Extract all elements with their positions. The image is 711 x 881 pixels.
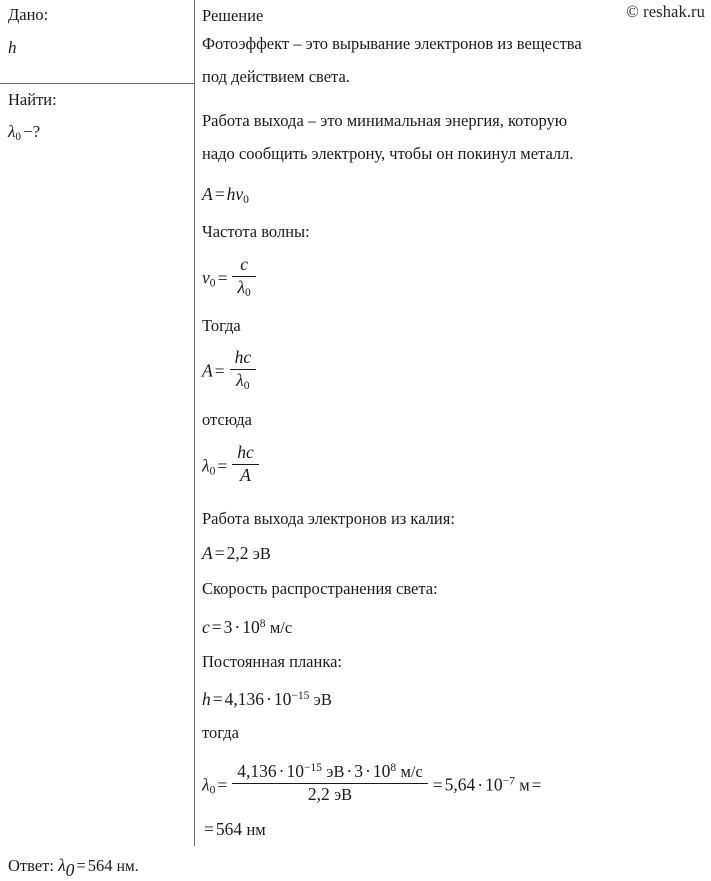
find-symbol: λ (8, 122, 16, 141)
multiplication-dot: · (365, 761, 371, 781)
label-workfunction-potassium: Работа выхода электронов из калия: (202, 509, 455, 528)
final-result-line (202, 818, 266, 841)
fraction-numerator: c (232, 255, 255, 277)
multiplication-dot: · (278, 761, 285, 781)
final-unit: нм (246, 820, 266, 839)
result-base: 10 (485, 774, 503, 795)
answer-symbol: λ (58, 855, 66, 875)
numerator-exponent-2: 8 (390, 762, 397, 775)
formula-lhs: A (202, 360, 213, 381)
result-unit: м (519, 775, 530, 795)
photoeffect-definition-line-1: Фотоэффект – это вырывание электронов из вещества (202, 34, 582, 53)
lambda-symbol: λ (236, 369, 244, 390)
lambda-symbol: λ (202, 774, 210, 795)
fraction-denominator: A (240, 464, 251, 485)
numerator-mantissa-1: 4,136 (237, 761, 277, 781)
value-mantissa: 3 (223, 616, 233, 637)
label-then-2: тогда (202, 723, 239, 742)
multiplication-dot: · (266, 688, 272, 709)
answer-unit: нм. (116, 858, 139, 875)
label-speed-of-light: Скорость распространения света: (202, 579, 438, 598)
label-hence: отсюда (202, 410, 252, 429)
numerator-exponent-1: −15 (303, 762, 323, 775)
equals-sign: = (217, 267, 228, 288)
value-unit: м/с (269, 617, 293, 637)
find-symbol-subscript: 0 (15, 131, 21, 144)
numerator-base-2: 10 (372, 761, 391, 781)
workfunction-definition-line-2: надо сообщить электрону, чтобы он покинул металл. (202, 144, 574, 163)
fraction (230, 348, 257, 393)
formula-nu-equals-c-over-lambda (202, 255, 259, 300)
fraction-numerator: hc (230, 348, 257, 370)
numerator-unit-2: м/с (400, 762, 423, 781)
answer-line (8, 855, 139, 881)
fraction-denominator (230, 370, 257, 393)
label-planck-constant: Постоянная планка: (202, 652, 343, 671)
given-find-divider (0, 83, 194, 84)
lambda-subscript: 0 (209, 465, 216, 478)
nu-subscript: 0 (243, 194, 249, 207)
site-watermark: © reshak.ru (626, 2, 705, 21)
label-then-1: Тогда (202, 316, 241, 335)
formula-lhs: A (202, 184, 213, 204)
find-value (8, 122, 42, 147)
fraction (232, 255, 255, 300)
lambda-subscript: 0 (243, 379, 250, 392)
planck-symbol: h (226, 184, 236, 204)
given-title: Дано: (8, 5, 49, 24)
value-unit: эВ (252, 544, 271, 563)
denominator-value: 2,2 (307, 783, 330, 804)
nu-symbol: ν (235, 184, 244, 204)
multiplication-dot: · (477, 774, 484, 795)
fraction-numerator: hc (232, 443, 259, 465)
equals-sign: = (531, 774, 542, 795)
answer-label: Ответ: (8, 856, 54, 875)
find-question: −? (22, 122, 41, 141)
solution-heading: Решение (202, 6, 264, 25)
label-wave-frequency: Частота волны: (202, 222, 310, 241)
value-planck-constant (202, 685, 332, 711)
formula-lambda-equals-hc-over-A (202, 443, 262, 485)
equals-sign: = (432, 774, 443, 795)
equals-sign: = (214, 543, 225, 563)
value-speed-of-light (202, 613, 292, 639)
value-number: 2,2 (226, 543, 249, 563)
given-value: h (8, 38, 17, 57)
value-exponent: −15 (291, 690, 310, 702)
result-exponent: −7 (502, 775, 515, 788)
value-base: 10 (242, 616, 260, 637)
lambda-subscript: 0 (245, 286, 251, 299)
formula-lhs: h (202, 688, 211, 709)
answer-value: 564 (87, 856, 113, 875)
formula-work-equals-h-nu (202, 183, 249, 211)
formula-lhs: A (202, 543, 213, 563)
equals-sign: = (214, 360, 225, 381)
lambda-symbol: λ (202, 455, 210, 476)
multiplication-dot: · (234, 616, 241, 637)
column-divider (194, 0, 195, 846)
numerator-unit-1: эВ (326, 762, 345, 781)
fraction-numerator (232, 762, 428, 784)
answer-symbol-subscript: 0 (65, 859, 75, 880)
formula-lhs: c (202, 616, 210, 637)
value-mantissa: 4,136 (224, 688, 264, 709)
workfunction-definition-line-1: Работа выхода – это минимальная энергия, которую (202, 111, 568, 130)
fraction (232, 762, 428, 804)
lambda-subscript: 0 (209, 784, 216, 797)
numerator-base-1: 10 (286, 761, 304, 781)
equals-sign: = (217, 455, 228, 476)
value-work-function (202, 542, 271, 565)
equals-sign: = (214, 184, 225, 204)
final-calculation (202, 762, 544, 804)
result-mantissa: 5,64 (444, 774, 476, 795)
equals-sign: = (212, 688, 223, 709)
lambda-symbol: λ (237, 276, 246, 297)
photoeffect-definition-line-2: под действием света. (202, 67, 350, 86)
equals-sign: = (211, 616, 222, 637)
multiplication-dot: · (346, 761, 353, 781)
equals-sign: = (204, 819, 214, 839)
denominator-unit: эВ (334, 784, 353, 804)
fraction (232, 443, 259, 485)
find-title: Найти: (8, 90, 57, 109)
numerator-mantissa-2: 3 (354, 761, 363, 781)
nu-symbol: ν (202, 267, 210, 288)
formula-work-equals-hc-over-lambda (202, 348, 259, 393)
equals-sign: = (76, 856, 86, 875)
fraction-denominator (232, 784, 428, 805)
equals-sign: = (217, 774, 228, 795)
nu-subscript: 0 (209, 277, 216, 290)
value-unit: эВ (313, 689, 332, 709)
fraction-denominator (232, 277, 255, 300)
value-exponent: 8 (259, 618, 266, 630)
value-base: 10 (273, 688, 292, 709)
final-value: 564 (215, 819, 243, 839)
